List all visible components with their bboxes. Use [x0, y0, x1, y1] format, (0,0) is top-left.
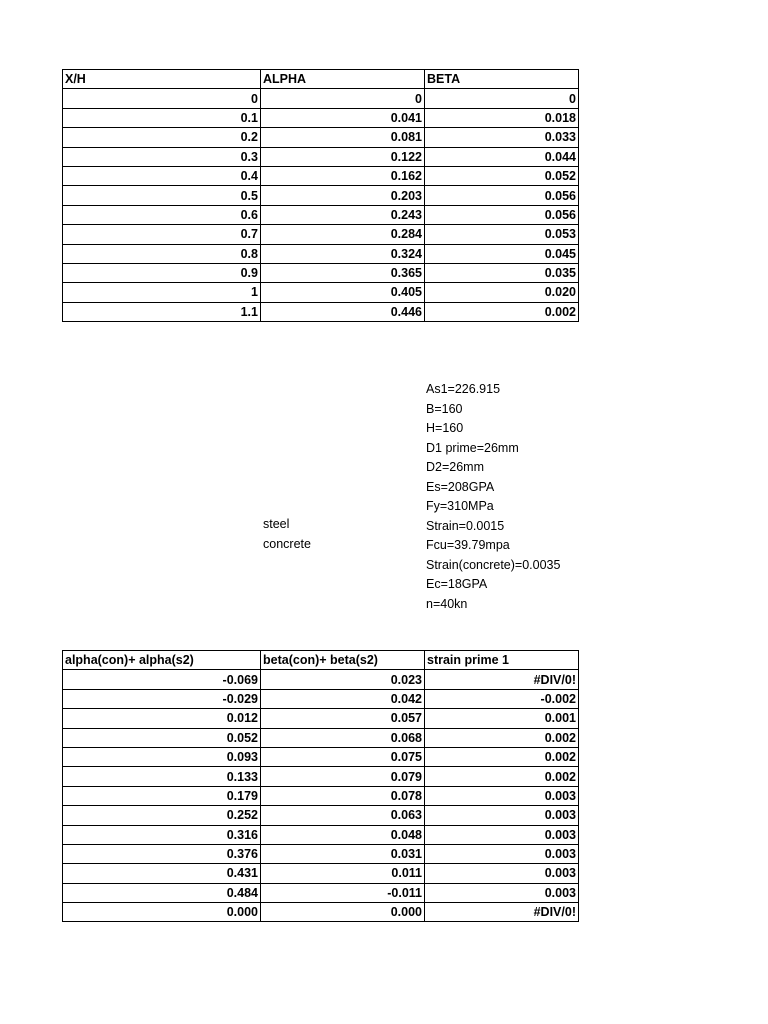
results-cell: 0.011	[261, 864, 425, 883]
coefficients-cell: 0.035	[425, 263, 579, 282]
results-cell: 0.003	[425, 864, 579, 883]
results-cell: 0.000	[261, 903, 425, 922]
results-cell: 0.075	[261, 747, 425, 766]
table-row	[63, 263, 579, 282]
table-row	[63, 767, 579, 786]
coefficients-cell: 0.033	[425, 128, 579, 147]
coefficients-cell: 0.203	[261, 186, 425, 205]
results-cell: -0.011	[261, 883, 425, 902]
coefficients-cell: 0.056	[425, 186, 579, 205]
parameter-item: Strain=0.0015	[426, 518, 505, 533]
results-cell: 0.431	[63, 864, 261, 883]
table-row	[63, 825, 579, 844]
material-label: steel	[263, 517, 290, 531]
coefficients-cell: 0.162	[261, 166, 425, 185]
coefficients-cell: 0	[261, 89, 425, 108]
results-cell: 0.252	[63, 806, 261, 825]
table-row	[63, 244, 579, 263]
coefficients-table-body	[63, 70, 579, 322]
parameter-item: Strain(concrete)=0.0035	[426, 557, 561, 572]
coefficients-cell: 0.8	[63, 244, 261, 263]
results-cell: 0.133	[63, 767, 261, 786]
coefficients-cell: 0.4	[63, 166, 261, 185]
table-row	[63, 128, 579, 147]
results-cell: 0.484	[63, 883, 261, 902]
coefficients-cell: 0.056	[425, 205, 579, 224]
results-cell: 0.003	[425, 786, 579, 805]
coefficients-cell: 0.446	[261, 302, 425, 321]
table-row	[63, 205, 579, 224]
coefficients-cell: 0.3	[63, 147, 261, 166]
results-cell: 0.023	[261, 670, 425, 689]
parameter-item: D2=26mm	[426, 460, 485, 474]
results-cell: 0.002	[425, 728, 579, 747]
parameter-item: B=160	[426, 401, 463, 416]
results-cell: 0.003	[425, 883, 579, 902]
results-cell: 0.003	[425, 806, 579, 825]
results-cell: 0.316	[63, 825, 261, 844]
parameter-item: Fy=310MPa	[426, 499, 494, 513]
table-row	[63, 89, 579, 108]
coefficients-cell: 0.041	[261, 108, 425, 127]
coefficients-cell: 0.1	[63, 108, 261, 127]
results-cell: 0.000	[63, 903, 261, 922]
coefficients-cell: 0.324	[261, 244, 425, 263]
table-row	[63, 302, 579, 321]
coefficients-cell: 0	[63, 89, 261, 108]
results-cell: 0.012	[63, 709, 261, 728]
coefficients-cell: 0.9	[63, 263, 261, 282]
table-row	[63, 225, 579, 244]
parameter-item: H=160	[426, 421, 464, 435]
coefficients-cell: 0.365	[261, 263, 425, 282]
results-header-cell: strain prime 1	[425, 651, 579, 670]
coefficients-cell: 0.5	[63, 186, 261, 205]
results-cell: 0.042	[261, 689, 425, 708]
table-row	[63, 186, 579, 205]
table-row	[63, 108, 579, 127]
parameter-item: Es=208GPA	[426, 479, 495, 494]
coefficients-table	[62, 69, 579, 322]
coefficients-cell: 0.284	[261, 225, 425, 244]
table-row	[63, 147, 579, 166]
coefficients-cell: 0.081	[261, 128, 425, 147]
results-cell: 0.052	[63, 728, 261, 747]
results-header-cell: alpha(con)+ alpha(s2)	[63, 651, 261, 670]
results-cell: 0.376	[63, 844, 261, 863]
table-row	[63, 747, 579, 766]
results-cell: #DIV/0!	[425, 903, 579, 922]
coefficients-cell: 0.044	[425, 147, 579, 166]
results-cell: 0.078	[261, 786, 425, 805]
results-cell: 0.068	[261, 728, 425, 747]
coefficients-cell: 0.6	[63, 205, 261, 224]
coefficients-header-cell: BETA	[425, 70, 579, 89]
results-cell: 0.003	[425, 844, 579, 863]
table-row	[63, 283, 579, 302]
table-row	[63, 728, 579, 747]
results-cell: #DIV/0!	[425, 670, 579, 689]
results-cell: 0.031	[261, 844, 425, 863]
results-cell: 0.093	[63, 747, 261, 766]
results-cell: 0.063	[261, 806, 425, 825]
material-label: concrete	[263, 536, 311, 551]
parameter-item: Ec=18GPA	[426, 577, 488, 591]
results-cell: 0.002	[425, 767, 579, 786]
table-row	[63, 689, 579, 708]
coefficients-cell: 0.122	[261, 147, 425, 166]
coefficients-cell: 0.018	[425, 108, 579, 127]
results-cell: -0.069	[63, 670, 261, 689]
coefficients-cell: 0.7	[63, 225, 261, 244]
parameter-item: Fcu=39.79mpa	[426, 538, 510, 552]
results-cell: 0.002	[425, 747, 579, 766]
parameter-item: As1=226.915	[426, 382, 501, 396]
coefficients-cell: 0.2	[63, 128, 261, 147]
table-row	[63, 844, 579, 863]
results-cell: 0.179	[63, 786, 261, 805]
coefficients-cell: 0.243	[261, 205, 425, 224]
results-header-cell: beta(con)+ beta(s2)	[261, 651, 425, 670]
results-cell: 0.001	[425, 709, 579, 728]
table-row	[63, 864, 579, 883]
coefficients-cell: 0.405	[261, 283, 425, 302]
table-row	[63, 883, 579, 902]
material-labels	[263, 515, 311, 554]
coefficients-header-row	[63, 70, 579, 89]
table-row	[63, 166, 579, 185]
results-cell: -0.029	[63, 689, 261, 708]
table-row	[63, 903, 579, 922]
results-header-row	[63, 651, 579, 670]
table-row	[63, 806, 579, 825]
table-row	[63, 670, 579, 689]
coefficients-cell: 0.020	[425, 283, 579, 302]
results-cell: 0.048	[261, 825, 425, 844]
table-row	[63, 709, 579, 728]
coefficients-cell: 0	[425, 89, 579, 108]
results-table	[62, 650, 579, 922]
results-cell: 0.057	[261, 709, 425, 728]
coefficients-cell: 0.045	[425, 244, 579, 263]
results-cell: 0.003	[425, 825, 579, 844]
results-table-body	[63, 651, 579, 922]
coefficients-cell: 0.002	[425, 302, 579, 321]
results-cell: -0.002	[425, 689, 579, 708]
coefficients-header-cell: ALPHA	[261, 70, 425, 89]
parameter-list	[426, 380, 560, 614]
coefficients-cell: 1.1	[63, 302, 261, 321]
coefficients-cell: 1	[63, 283, 261, 302]
coefficients-header-cell: X/H	[63, 70, 261, 89]
table-row	[63, 786, 579, 805]
parameter-item: n=40kn	[426, 596, 468, 611]
coefficients-cell: 0.053	[425, 225, 579, 244]
results-cell: 0.079	[261, 767, 425, 786]
parameter-item: D1 prime=26mm	[426, 440, 519, 455]
coefficients-cell: 0.052	[425, 166, 579, 185]
